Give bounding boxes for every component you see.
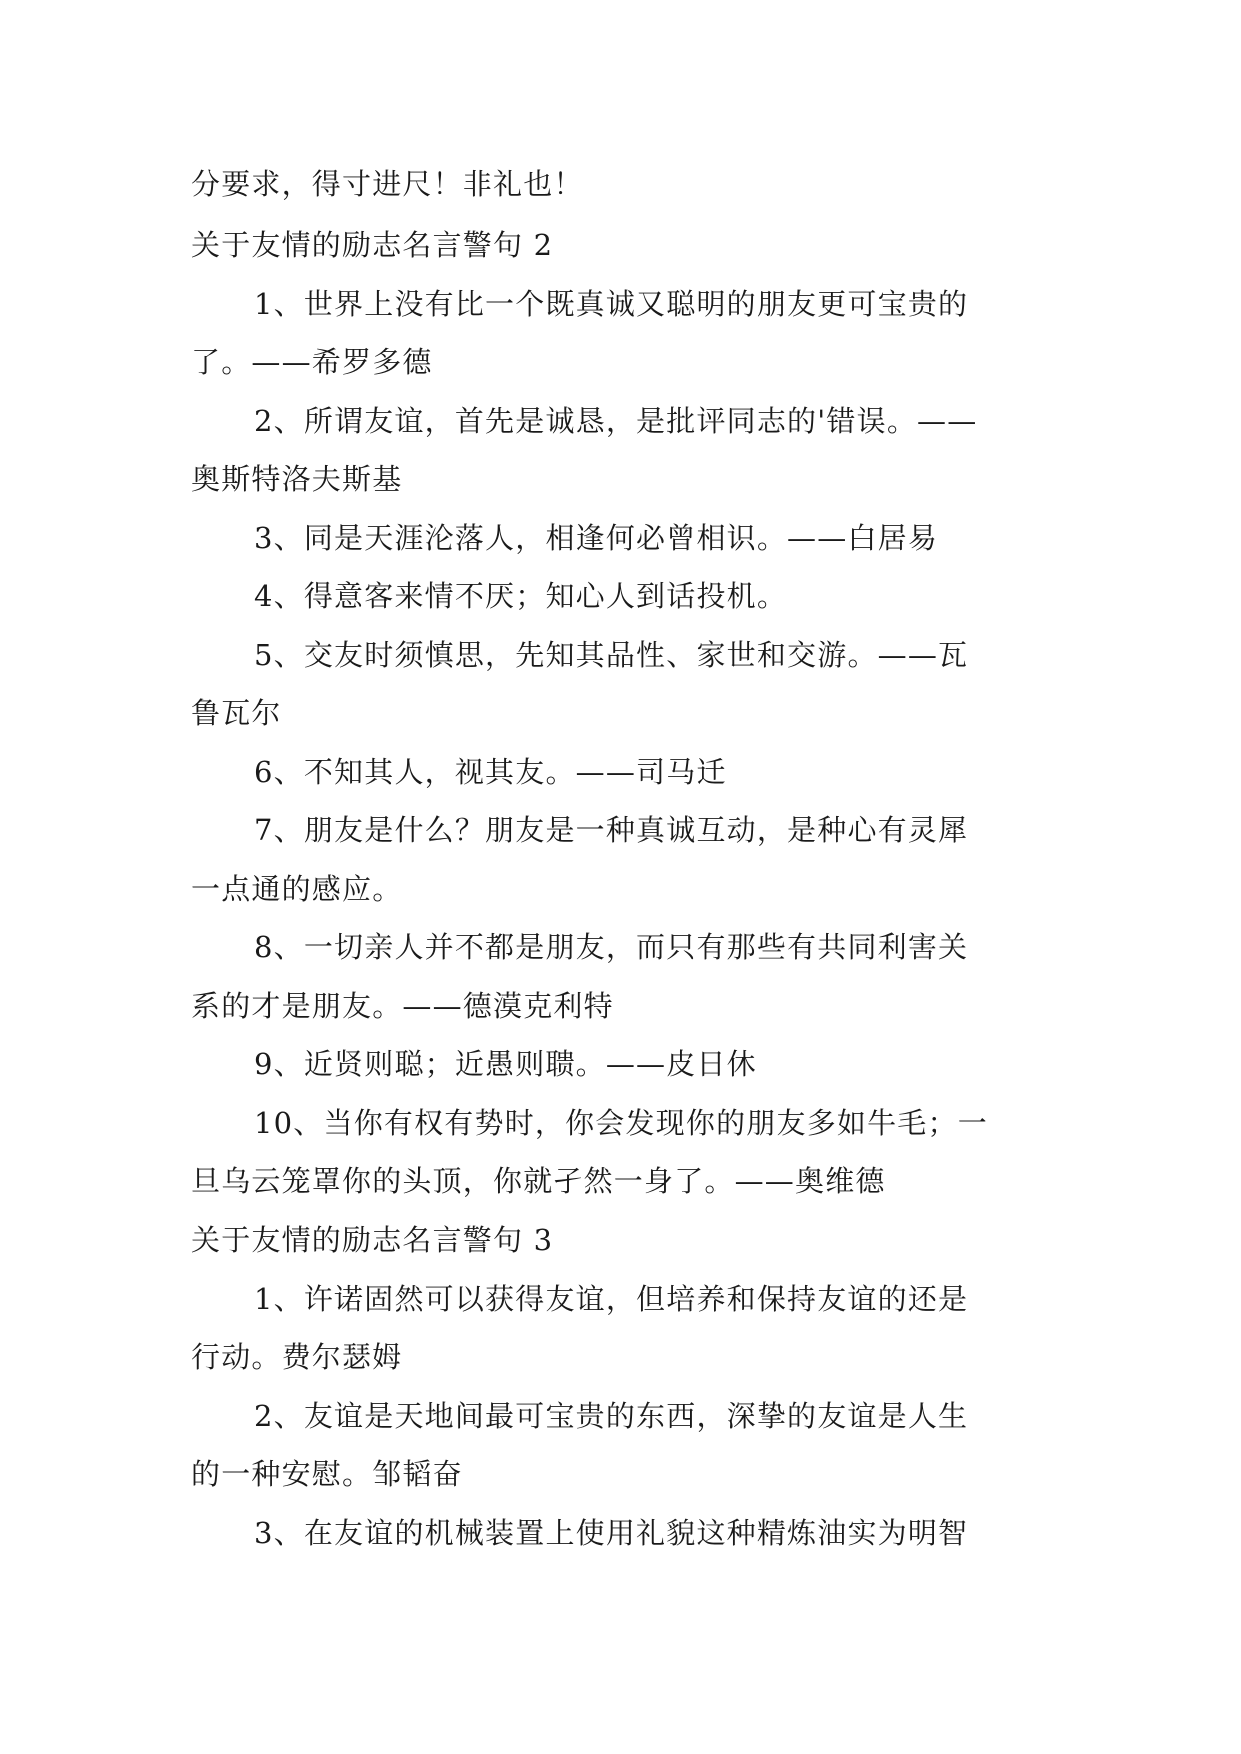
- quote-line: 8、一切亲人并不都是朋友，而只有那些有共同利害关: [254, 930, 969, 964]
- text-line: 一点通的感应。: [191, 872, 403, 906]
- text-line: 分要求，得寸进尺！非礼也！: [191, 167, 584, 201]
- quote-line: 2、所谓友谊，首先是诚恳，是批评同志的'错误。——: [254, 404, 978, 438]
- quote-line: 3、同是天涯沦落人，相逢何必曾相识。——白居易: [254, 521, 939, 555]
- quote-line: 4、得意客来情不厌；知心人到话投机。: [254, 579, 788, 613]
- quote-line: 1、许诺固然可以获得友谊，但培养和保持友谊的还是: [254, 1282, 969, 1316]
- text-line: 行动。费尔瑟姆: [191, 1340, 403, 1374]
- quote-line: 5、交友时须慎思，先知其品性、家世和交游。——瓦: [254, 638, 969, 672]
- quote-line: 10、当你有权有势时，你会发现你的朋友多如牛毛；一: [254, 1106, 988, 1140]
- quote-line: 7、朋友是什么？朋友是一种真诚互动，是种心有灵犀: [254, 813, 969, 847]
- section-heading: 关于友情的励志名言警句 3: [191, 1223, 554, 1257]
- quote-line: 2、友谊是天地间最可宝贵的东西，深挚的友谊是人生: [254, 1399, 969, 1433]
- quote-line: 1、世界上没有比一个既真诚又聪明的朋友更可宝贵的: [254, 287, 969, 321]
- text-line: 旦乌云笼罩你的头顶，你就孑然一身了。——奥维德: [191, 1164, 886, 1198]
- quote-line: 9、近贤则聪；近愚则聩。——皮日休: [254, 1047, 757, 1081]
- text-line: 奥斯特洛夫斯基: [191, 462, 403, 496]
- section-heading: 关于友情的励志名言警句 2: [191, 228, 554, 262]
- text-line: 系的才是朋友。——德漠克利特: [191, 989, 614, 1023]
- text-line: 鲁瓦尔: [191, 696, 282, 730]
- text-line: 了。——希罗多德: [191, 345, 433, 379]
- text-line: 的一种安慰。邹韬奋: [191, 1457, 463, 1491]
- quote-line: 6、不知其人，视其友。——司马迁: [254, 755, 727, 789]
- quote-line: 3、在友谊的机械装置上使用礼貌这种精炼油实为明智: [254, 1516, 969, 1550]
